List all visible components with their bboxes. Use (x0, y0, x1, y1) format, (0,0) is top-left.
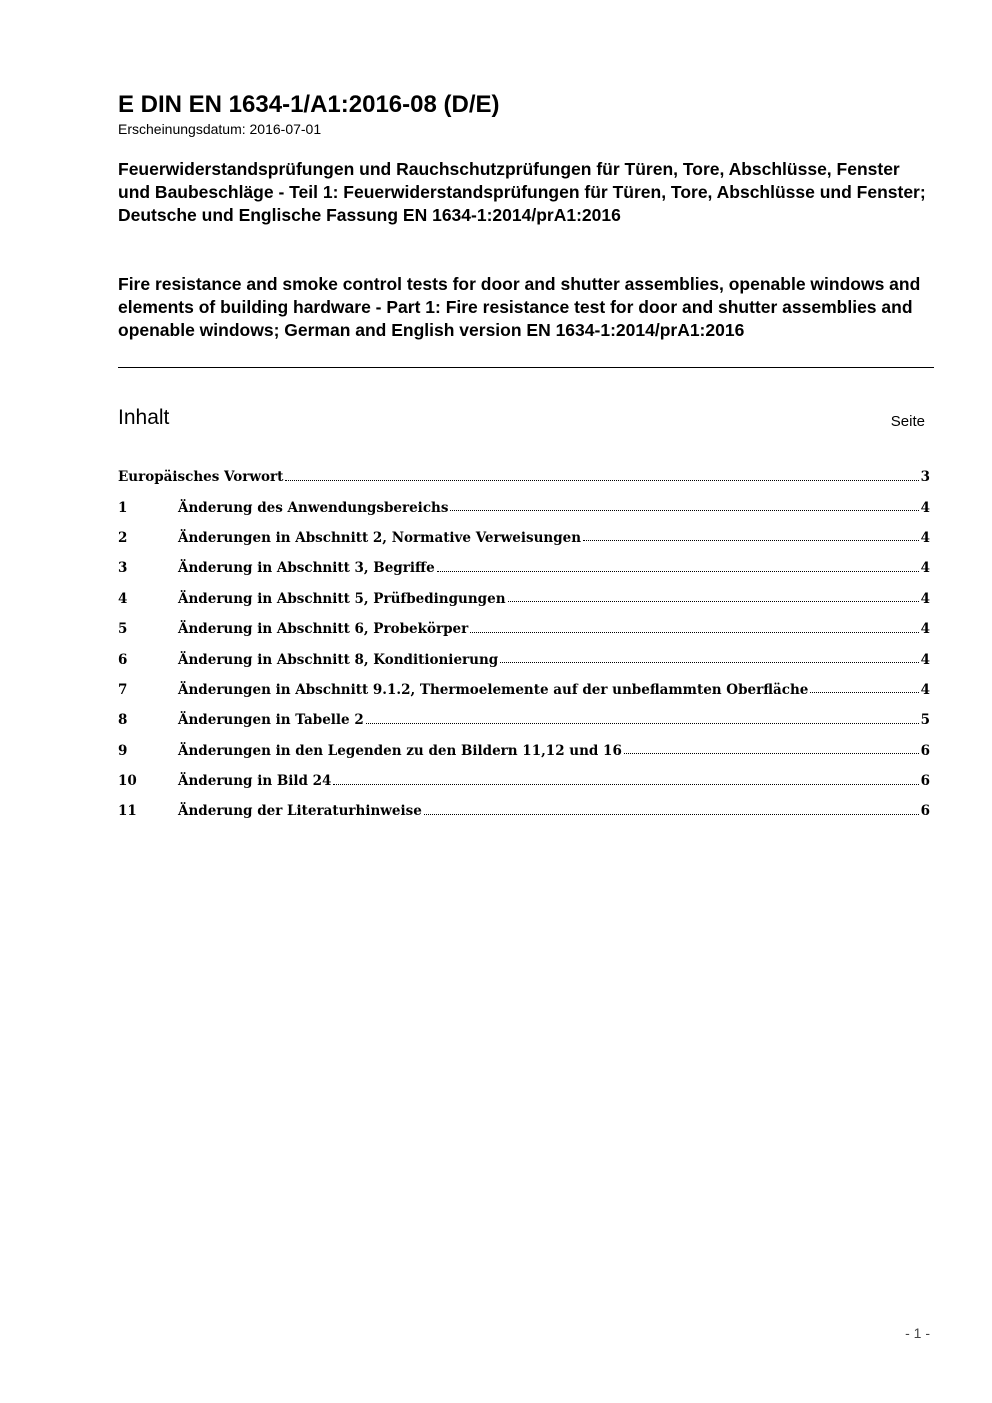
toc-entry-title: Änderungen in Tabelle 2 (178, 712, 364, 729)
toc-page-column-label: Seite (890, 413, 925, 430)
toc-dot-leader (508, 601, 919, 602)
toc-dot-leader (285, 480, 918, 481)
toc-entry-number: 11 (118, 803, 137, 820)
document-id: E DIN EN 1634-1/A1:2016-08 (D/E) (118, 91, 500, 118)
toc-dot-leader (810, 692, 918, 693)
toc-dot-leader (624, 753, 919, 754)
toc-entry-number: 3 (118, 560, 128, 577)
toc-entry-page: 4 (920, 651, 930, 668)
toc-entry-page: 6 (920, 742, 930, 759)
toc-entry-number: 1 (118, 499, 128, 516)
toc-dot-leader (424, 814, 919, 815)
publication-date: Erscheinungsdatum: 2016-07-01 (118, 121, 322, 137)
toc-entry[interactable] (118, 584, 930, 614)
toc-entry-page: 4 (920, 590, 930, 607)
toc-dot-leader (583, 540, 919, 541)
toc-entry-title: Änderung in Abschnitt 5, Prüfbedingungen (178, 590, 506, 607)
toc-heading: Inhalt (118, 406, 170, 429)
toc-entry-title: Änderung des Anwendungsbereichs (178, 499, 449, 516)
page-number: - 1 - (905, 1325, 930, 1341)
toc-entry-title: Änderung der Literaturhinweise (178, 803, 422, 820)
toc-entry-number: 2 (118, 529, 128, 546)
toc-entry-number: 8 (118, 712, 128, 729)
toc-entry-title: Änderung in Abschnitt 8, Konditionierung (178, 651, 499, 668)
toc-entry-page: 4 (920, 560, 930, 577)
title-german: Feuerwiderstandsprüfungen und Rauchschutzprüfungen für Türen, Tore, Abschlüsse, Fenster und Baubeschläge - Teil 1: Feuerwiderstandsprüfungen für Türen, Tore, Abschlüsse und Fenster; Deutsche und Englische Fassung EN 1634-1:2014/prA1:2016 (118, 159, 926, 225)
toc-entry-page: 3 (920, 469, 930, 486)
toc-entry-title: Europäisches Vorwort (118, 469, 284, 486)
toc-entry[interactable] (118, 523, 930, 553)
toc-entry-number: 6 (118, 651, 128, 668)
toc-entry[interactable] (118, 675, 930, 705)
toc-entry-page: 6 (920, 803, 930, 820)
toc-entry[interactable] (118, 796, 930, 826)
toc-entry[interactable] (118, 644, 930, 674)
toc-entry-page: 4 (920, 499, 930, 516)
toc-entry-number: 7 (118, 681, 128, 698)
toc-entry-number: 10 (118, 773, 137, 790)
toc-entry[interactable] (118, 766, 930, 796)
toc-dot-leader (437, 571, 919, 572)
toc-entry-page: 5 (920, 712, 930, 729)
toc-entry[interactable] (118, 736, 930, 766)
toc-entry-number: 9 (118, 742, 128, 759)
toc-entry-page: 4 (920, 621, 930, 638)
toc-dot-leader (450, 510, 918, 511)
toc-dot-leader (500, 662, 918, 663)
toc-entry-title: Änderung in Abschnitt 3, Begriffe (178, 560, 435, 577)
toc-dot-leader (366, 723, 919, 724)
toc-entry-number: 4 (118, 590, 128, 607)
table-of-contents (118, 462, 930, 827)
toc-entry-title: Änderungen in den Legenden zu den Bildern 11,12 und 16 (178, 742, 622, 759)
toc-entry-number: 5 (118, 621, 128, 638)
toc-entry-title: Änderung in Bild 24 (178, 773, 332, 790)
toc-entry-page: 4 (920, 681, 930, 698)
title-divider (118, 367, 934, 368)
toc-dot-leader (333, 784, 918, 785)
toc-entry-title: Änderungen in Abschnitt 9.1.2, Thermoelemente auf der unbeflammten Oberfläche (178, 681, 809, 698)
toc-entry-page: 6 (920, 773, 930, 790)
toc-entry-page: 4 (920, 529, 930, 546)
toc-entry[interactable] (118, 492, 930, 522)
toc-entry-title: Änderungen in Abschnitt 2, Normative Verweisungen (178, 529, 582, 546)
toc-entry[interactable] (118, 553, 930, 583)
toc-entry[interactable] (118, 705, 930, 735)
toc-entry-title: Änderung in Abschnitt 6, Probekörper (178, 621, 469, 638)
toc-entry[interactable] (118, 614, 930, 644)
toc-entry[interactable] (118, 462, 930, 492)
title-english: Fire resistance and smoke control tests for door and shutter assemblies, openable windows and elements of building hardware - Part 1: Fire resistance test for door and shutter assemblies and openable windows; German and English version EN 1634-1:2014/prA1:2016 (118, 274, 921, 340)
toc-dot-leader (470, 632, 918, 633)
